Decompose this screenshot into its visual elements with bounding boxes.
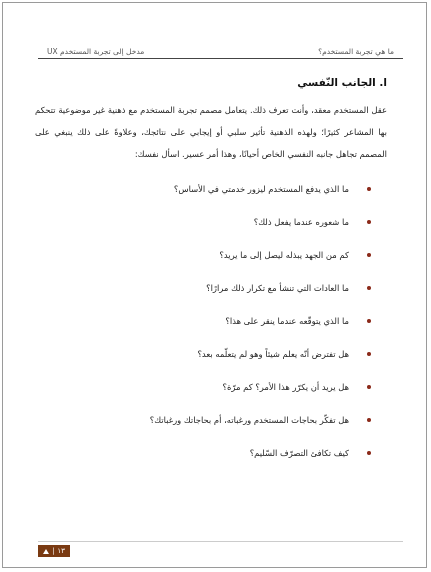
page-number: ١٣ xyxy=(57,547,65,555)
bullet-icon xyxy=(367,385,371,389)
list-item xyxy=(51,172,371,205)
list-item-text: كم من الجهد يبذله ليصل إلى ما يريد؟ xyxy=(219,249,349,260)
header-divider xyxy=(38,58,403,59)
list-item-text: ما الذي يتوقّعه عندما ينقر على هذا؟ xyxy=(225,315,349,326)
list-item-text: هل يريد أن يكرّر هذا الأمر؟ كم مرّة؟ xyxy=(222,381,349,392)
list-item-text: هل تفترض أنّه يعلم شيئاً وهو لم يتعلّمه بعد؟ xyxy=(197,348,349,359)
list-item xyxy=(51,205,371,238)
list-item xyxy=(51,436,371,469)
list-item-text: ما العادات التي تنشأ مع تكرار ذلك مرارًا؟ xyxy=(206,282,349,293)
list-item xyxy=(51,271,371,304)
running-header xyxy=(47,47,394,56)
bullet-icon xyxy=(367,319,371,323)
list-item-text: ما الذي يدفع المستخدم ليزور خدمتي في الأساس؟ xyxy=(173,183,349,194)
list-item xyxy=(51,370,371,403)
list-item-text: كيف تكافئ التصرّف السّليم؟ xyxy=(249,447,349,458)
header-chapter-title: ما هي تجربة المستخدم؟ xyxy=(318,47,394,56)
bullet-icon xyxy=(367,286,371,290)
list-item xyxy=(51,238,371,271)
section-heading: ا. الجانب النّفسي xyxy=(297,77,387,89)
list-item xyxy=(51,304,371,337)
bullet-icon xyxy=(367,253,371,257)
page-separator: | xyxy=(52,547,55,555)
bullet-icon xyxy=(367,451,371,455)
list-item-text: هل تفكّر بحاجات المستخدم ورغباته، أم بحاجاتك ورغباتك؟ xyxy=(149,414,349,425)
footer-divider xyxy=(38,541,403,542)
bullet-icon xyxy=(367,220,371,224)
triangle-icon xyxy=(43,549,49,554)
list-item xyxy=(51,337,371,370)
list-item xyxy=(51,403,371,436)
page-number-badge xyxy=(38,545,70,557)
bullet-icon xyxy=(367,418,371,422)
bullet-icon xyxy=(367,352,371,356)
body-paragraph: عقل المستخدم معقد، وأنت تعرف ذلك. يتعامل مصمم تجربة المستخدم مع ذهنية غير موضوعية تتحكم بها المشاعر كثيرًا؛ ولهذه الذهنية تأثير سلبي أو إيجابي على نتائجك، وعلاوةً على ذلك ينبغي على المصمم تجاهل جانبه النفسي الخاص أحيانًا، وهذا أمر عسير. اسأل نفسك: xyxy=(35,105,387,159)
header-book-title: مدخل إلى تجربة المستخدم UX xyxy=(47,47,145,56)
list-item-text: ما شعوره عندما يفعل ذلك؟ xyxy=(253,216,349,227)
question-list xyxy=(51,172,371,469)
bullet-icon xyxy=(367,187,371,191)
